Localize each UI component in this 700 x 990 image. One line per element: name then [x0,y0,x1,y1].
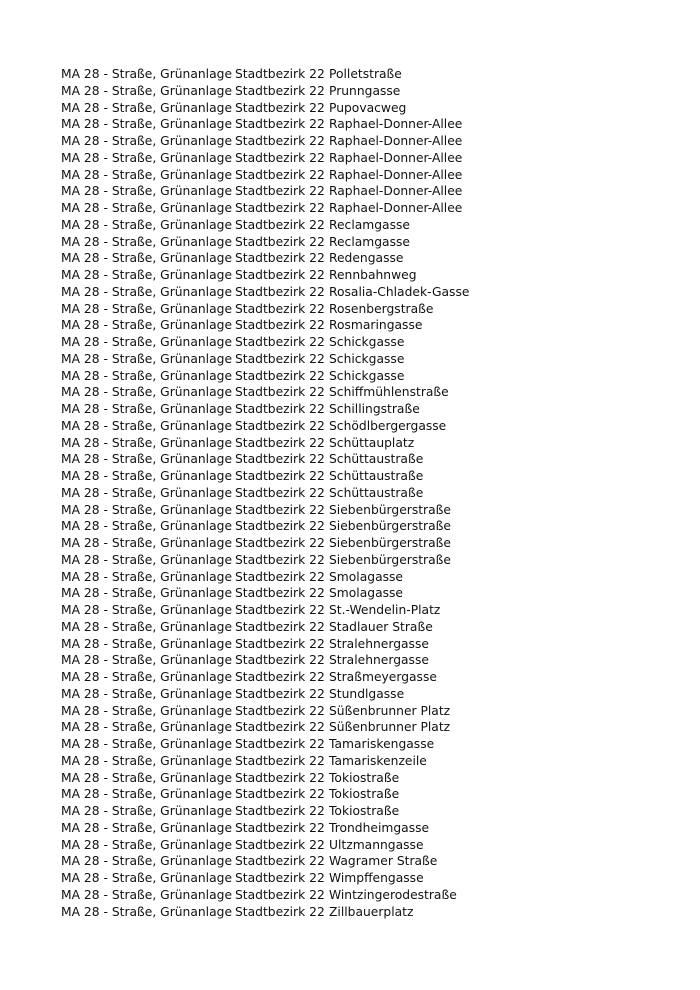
street-name-cell: Tokiostraße [329,770,400,785]
street-name-cell: Tamariskenzeile [329,753,427,768]
list-row [61,535,681,552]
list-row [61,753,681,770]
department-cell: MA 28 - Straße, Grünanlage [61,670,233,684]
street-name-cell: Rosalia-Chladek-Gasse [329,284,470,299]
list-row [61,602,681,619]
list-row [61,267,681,284]
list-row [61,234,681,251]
street-name-cell: Schillingstraße [329,402,420,416]
department-cell: MA 28 - Straße, Grünanlage [61,519,233,534]
district-cell: Stadtbezirk 22 [235,134,325,148]
district-cell: Stadtbezirk 22 [235,100,325,115]
district-cell: Stadtbezirk 22 [235,904,325,919]
district-cell: Stadtbezirk 22 [235,435,325,450]
district-cell: Stadtbezirk 22 [235,603,325,617]
district-cell: Stadtbezirk 22 [235,485,325,500]
list-row [61,502,681,519]
district-cell: Stadtbezirk 22 [235,787,325,802]
list-row [61,167,681,184]
list-row [61,217,681,234]
district-cell: Stadtbezirk 22 [235,268,325,282]
department-cell: MA 28 - Straße, Grünanlage [61,770,233,785]
district-cell: Stadtbezirk 22 [235,368,325,383]
street-name-cell: Stralehnergasse [329,653,429,668]
department-cell: MA 28 - Straße, Grünanlage [61,536,233,550]
list-row [61,820,681,837]
street-name-cell: Wintzingerodestraße [329,887,457,902]
district-cell: Stadtbezirk 22 [235,636,325,651]
street-name-cell: Raphael-Donner-Allee [329,184,463,199]
street-name-cell: Stundlgasse [329,686,405,701]
street-name-cell: Schödlbergergasse [329,418,447,433]
district-cell: Stadtbezirk 22 [235,351,325,366]
street-name-cell: Raphael-Donner-Allee [329,134,463,148]
street-name-cell: Raphael-Donner-Allee [329,167,463,182]
department-cell: MA 28 - Straße, Grünanlage [61,217,233,232]
department-cell: MA 28 - Straße, Grünanlage [61,887,233,902]
district-cell: Stadtbezirk 22 [235,619,325,634]
street-name-cell: Polletstraße [329,67,402,81]
street-name-cell: Raphael-Donner-Allee [329,201,463,215]
district-cell: Stadtbezirk 22 [235,871,325,885]
district-cell: Stadtbezirk 22 [235,217,325,232]
list-row [61,401,681,418]
district-cell: Stadtbezirk 22 [235,167,325,182]
list-row [61,66,681,83]
list-row [61,200,681,217]
department-cell: MA 28 - Straße, Grünanlage [61,720,233,735]
department-cell: MA 28 - Straße, Grünanlage [61,452,233,467]
department-cell: MA 28 - Straße, Grünanlage [61,552,233,567]
street-name-cell: Reclamgasse [329,234,410,249]
list-row [61,736,681,753]
department-cell: MA 28 - Straße, Grünanlage [61,787,233,802]
district-cell: Stadtbezirk 22 [235,418,325,433]
street-name-cell: Schickgasse [329,335,405,349]
department-cell: MA 28 - Straße, Grünanlage [61,653,233,668]
list-row [61,368,681,385]
street-name-cell: Süßenbrunner Platz [329,703,451,718]
district-cell: Stadtbezirk 22 [235,184,325,199]
street-name-cell: Raphael-Donner-Allee [329,150,463,165]
street-name-cell: Ultzmanngasse [329,837,424,852]
department-cell: MA 28 - Straße, Grünanlage [61,301,233,316]
street-name-cell: Rosmaringasse [329,318,423,333]
street-name-cell: Straßmeyergasse [329,670,437,684]
list-row [61,803,681,820]
department-cell: MA 28 - Straße, Grünanlage [61,335,233,349]
district-cell: Stadtbezirk 22 [235,284,325,299]
street-name-cell: Tamariskengasse [329,737,435,751]
district-cell: Stadtbezirk 22 [235,385,325,400]
street-name-cell: Schickgasse [329,368,405,383]
list-row [61,837,681,854]
street-name-cell: Smolagasse [329,586,403,601]
street-name-cell: Smolagasse [329,569,403,584]
list-row [61,451,681,468]
district-cell: Stadtbezirk 22 [235,737,325,751]
department-cell: MA 28 - Straße, Grünanlage [61,603,233,617]
department-cell: MA 28 - Straße, Grünanlage [61,134,233,148]
street-name-cell: Raphael-Donner-Allee [329,117,463,132]
list-row [61,435,681,452]
list-row [61,669,681,686]
street-name-cell: Tokiostraße [329,787,400,802]
street-name-cell: Siebenbürgerstraße [329,502,451,517]
street-name-cell: Schüttaustraße [329,485,424,500]
department-cell: MA 28 - Straße, Grünanlage [61,351,233,366]
district-cell: Stadtbezirk 22 [235,251,325,266]
street-name-cell: Wimpffengasse [329,871,424,885]
department-cell: MA 28 - Straße, Grünanlage [61,418,233,433]
list-row [61,786,681,803]
street-name-cell: Siebenbürgerstraße [329,519,451,534]
street-name-cell: Schiffmühlenstraße [329,385,449,400]
list-row [61,887,681,904]
list-row [61,150,681,167]
department-cell: MA 28 - Straße, Grünanlage [61,703,233,718]
list-row [61,317,681,334]
list-row [61,301,681,318]
district-cell: Stadtbezirk 22 [235,837,325,852]
department-cell: MA 28 - Straße, Grünanlage [61,318,233,333]
district-cell: Stadtbezirk 22 [235,402,325,416]
department-cell: MA 28 - Straße, Grünanlage [61,268,233,282]
street-name-cell: Schüttauplatz [329,435,415,450]
district-cell: Stadtbezirk 22 [235,201,325,215]
department-cell: MA 28 - Straße, Grünanlage [61,150,233,165]
department-cell: MA 28 - Straße, Grünanlage [61,586,233,601]
district-cell: Stadtbezirk 22 [235,720,325,735]
department-cell: MA 28 - Straße, Grünanlage [61,502,233,517]
street-name-cell: Wagramer Straße [329,854,438,869]
department-cell: MA 28 - Straße, Grünanlage [61,100,233,115]
district-cell: Stadtbezirk 22 [235,703,325,718]
district-cell: Stadtbezirk 22 [235,536,325,550]
street-name-cell: Süßenbrunner Platz [329,720,451,735]
list-row [61,552,681,569]
street-name-cell: Rosenbergstraße [329,301,434,316]
list-row [61,652,681,669]
list-row [61,183,681,200]
street-name-cell: Zillbauerplatz [329,904,414,919]
department-cell: MA 28 - Straße, Grünanlage [61,201,233,215]
street-name-cell: St.-Wendelin-Platz [329,603,441,617]
list-row [61,284,681,301]
street-name-cell: Schickgasse [329,351,405,366]
department-cell: MA 28 - Straße, Grünanlage [61,854,233,869]
department-cell: MA 28 - Straße, Grünanlage [61,234,233,249]
department-cell: MA 28 - Straße, Grünanlage [61,167,233,182]
street-name-cell: Trondheimgasse [329,820,430,835]
list-row [61,770,681,787]
list-row [61,384,681,401]
list-row [61,853,681,870]
list-row [61,133,681,150]
list-row [61,468,681,485]
department-cell: MA 28 - Straße, Grünanlage [61,368,233,383]
street-name-cell: Redengasse [329,251,404,266]
street-name-cell: Pupovacweg [329,100,407,115]
department-cell: MA 28 - Straße, Grünanlage [61,83,233,98]
district-cell: Stadtbezirk 22 [235,686,325,701]
department-cell: MA 28 - Straße, Grünanlage [61,753,233,768]
district-cell: Stadtbezirk 22 [235,318,325,333]
list-row [61,250,681,267]
department-cell: MA 28 - Straße, Grünanlage [61,686,233,701]
department-cell: MA 28 - Straße, Grünanlage [61,737,233,751]
street-name-cell: Stralehnergasse [329,636,429,651]
district-cell: Stadtbezirk 22 [235,887,325,902]
district-cell: Stadtbezirk 22 [235,67,325,81]
list-row [61,719,681,736]
department-cell: MA 28 - Straße, Grünanlage [61,820,233,835]
district-cell: Stadtbezirk 22 [235,804,325,818]
list-row [61,334,681,351]
department-cell: MA 28 - Straße, Grünanlage [61,837,233,852]
district-cell: Stadtbezirk 22 [235,519,325,534]
street-name-cell: Reclamgasse [329,217,410,232]
district-cell: Stadtbezirk 22 [235,770,325,785]
district-cell: Stadtbezirk 22 [235,854,325,869]
department-cell: MA 28 - Straße, Grünanlage [61,284,233,299]
street-name-cell: Schüttaustraße [329,469,424,483]
district-cell: Stadtbezirk 22 [235,670,325,684]
department-cell: MA 28 - Straße, Grünanlage [61,67,233,81]
list-row [61,686,681,703]
list-row [61,619,681,636]
district-cell: Stadtbezirk 22 [235,552,325,567]
district-cell: Stadtbezirk 22 [235,653,325,668]
department-cell: MA 28 - Straße, Grünanlage [61,485,233,500]
list-row [61,585,681,602]
department-cell: MA 28 - Straße, Grünanlage [61,469,233,483]
department-cell: MA 28 - Straße, Grünanlage [61,435,233,450]
district-cell: Stadtbezirk 22 [235,586,325,601]
street-name-cell: Tokiostraße [329,804,400,818]
list-row [61,904,681,921]
district-cell: Stadtbezirk 22 [235,753,325,768]
list-row [61,703,681,720]
district-cell: Stadtbezirk 22 [235,335,325,349]
department-cell: MA 28 - Straße, Grünanlage [61,804,233,818]
department-cell: MA 28 - Straße, Grünanlage [61,251,233,266]
department-cell: MA 28 - Straße, Grünanlage [61,117,233,132]
list-row [61,870,681,887]
district-cell: Stadtbezirk 22 [235,83,325,98]
department-cell: MA 28 - Straße, Grünanlage [61,636,233,651]
list-row [61,518,681,535]
district-cell: Stadtbezirk 22 [235,452,325,467]
street-name-cell: Siebenbürgerstraße [329,536,451,550]
list-row [61,636,681,653]
district-cell: Stadtbezirk 22 [235,469,325,483]
list-row [61,83,681,100]
list-row [61,351,681,368]
department-cell: MA 28 - Straße, Grünanlage [61,871,233,885]
district-cell: Stadtbezirk 22 [235,234,325,249]
department-cell: MA 28 - Straße, Grünanlage [61,904,233,919]
district-cell: Stadtbezirk 22 [235,117,325,132]
street-name-cell: Rennbahnweg [329,268,417,282]
list-row [61,485,681,502]
list-row [61,569,681,586]
district-cell: Stadtbezirk 22 [235,569,325,584]
street-name-cell: Stadlauer Straße [329,619,433,634]
district-cell: Stadtbezirk 22 [235,820,325,835]
list-row [61,418,681,435]
list-row [61,100,681,117]
department-cell: MA 28 - Straße, Grünanlage [61,385,233,400]
street-name-cell: Siebenbürgerstraße [329,552,451,567]
street-list [61,66,681,920]
district-cell: Stadtbezirk 22 [235,150,325,165]
list-row [61,116,681,133]
district-cell: Stadtbezirk 22 [235,502,325,517]
district-cell: Stadtbezirk 22 [235,301,325,316]
street-name-cell: Prunngasse [329,83,401,98]
department-cell: MA 28 - Straße, Grünanlage [61,569,233,584]
department-cell: MA 28 - Straße, Grünanlage [61,402,233,416]
department-cell: MA 28 - Straße, Grünanlage [61,184,233,199]
department-cell: MA 28 - Straße, Grünanlage [61,619,233,634]
street-name-cell: Schüttaustraße [329,452,424,467]
